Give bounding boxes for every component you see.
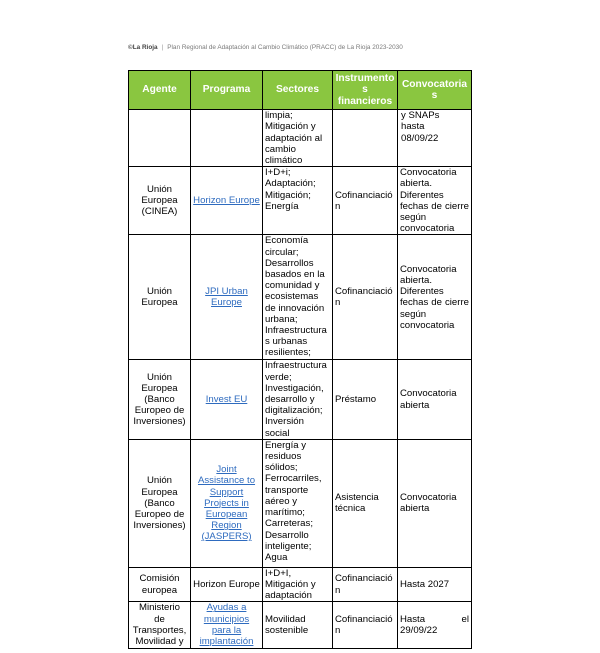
table-row	[129, 235, 472, 360]
agente-cell	[129, 110, 191, 167]
instrumentos-cell	[333, 110, 398, 167]
agente-cell: Unión Europea (CINEA)	[129, 167, 191, 235]
sectores-cell: I+D+I, Mitigación y adaptación	[263, 567, 333, 602]
instrumentos-cell: Cofinanciació n	[333, 602, 398, 649]
convocatorias-cell: Convocatoria abierta. Diferentes fechas de cierre según convocatoria	[398, 235, 472, 360]
header-separator: |	[161, 44, 164, 51]
programa-link[interactable]: JPI Urban Europe	[205, 286, 248, 309]
convocatorias-cell: Convocatoria abierta. Diferentes fechas de cierre según convocatoria	[398, 167, 472, 235]
programa-link[interactable]: Joint Assistance to Support Projects in European Region (JASPERS)	[197, 464, 256, 543]
instrumentos-cell: Cofinanciació n	[333, 567, 398, 602]
table-row	[129, 567, 472, 602]
table-row	[129, 602, 472, 649]
instrumentos-cell: Cofinanciació n	[333, 167, 398, 235]
column-header-programa: Programa	[191, 71, 263, 110]
convocatorias-cell: Hasta 2027	[398, 567, 472, 602]
sectores-cell: Movilidad sostenible	[263, 602, 333, 649]
programa-cell	[191, 602, 263, 649]
agente-cell: Unión Europea (Banco Europeo de Inversiones)	[129, 360, 191, 439]
column-header-convocatorias: Convocatoria s	[398, 71, 472, 110]
column-header-agente: Agente	[129, 71, 191, 110]
programa-cell: Horizon Europe	[191, 567, 263, 602]
programa-cell	[191, 235, 263, 360]
table-row	[129, 360, 472, 439]
programa-cell	[191, 439, 263, 567]
column-header-instrumentos: Instrumento s financieros	[333, 71, 398, 110]
column-header-sectores: Sectores	[263, 71, 333, 110]
sectores-cell: Energía y residuos sólidos; Ferrocarriles, transporte aéreo y marítimo; Carreteras; Desarrollo inteligente; Agua	[263, 439, 333, 567]
programa-link[interactable]: Invest EU	[205, 394, 248, 406]
agente-cell: Unión Europea	[129, 235, 191, 360]
sectores-cell: I+D+i; Adaptación; Mitigación; Energía	[263, 167, 333, 235]
agente-cell: Unión Europea (Banco Europeo de Inversiones)	[129, 439, 191, 567]
agente-cell: Comisión europea	[129, 567, 191, 602]
sectores-cell: limpia; Mitigación y adaptación al cambio climático	[263, 110, 333, 167]
instrumentos-cell: Préstamo	[333, 360, 398, 439]
sectores-cell: Economía circular; Desarrollos basados en la comunidad y ecosistemas de innovación urbana; Infraestructura s urbanas resilientes;	[263, 235, 333, 360]
programa-link[interactable]: Horizon Europe	[193, 195, 260, 207]
convocatorias-cell: Hasta el 29/09/22	[398, 602, 472, 649]
programa-link[interactable]: Ayudas a municipios para la implantación	[199, 602, 254, 648]
instrumentos-cell: Cofinanciació n	[333, 235, 398, 360]
convocatorias-cell: Convocatoria abierta	[398, 360, 472, 439]
document-title: Plan Regional de Adaptación al Cambio Climático (PRACC) de La Rioja 2023-2030	[167, 44, 403, 51]
page-header	[128, 44, 403, 51]
programa-cell	[191, 167, 263, 235]
convocatorias-cell: y SNAPs hasta 08/09/22	[398, 110, 472, 167]
table-row	[129, 439, 472, 567]
instrumentos-cell: Asistencia técnica	[333, 439, 398, 567]
funding-table	[128, 70, 472, 649]
la-rioja-logo: ©La Rioja	[128, 44, 158, 51]
table-header-row	[129, 71, 472, 110]
agente-cell: Ministerio de Transportes, Movilidad y	[129, 602, 191, 649]
convocatorias-cell: Convocatoria abierta	[398, 439, 472, 567]
table-row	[129, 110, 472, 167]
table-row	[129, 167, 472, 235]
programa-cell	[191, 360, 263, 439]
sectores-cell: Infraestructura verde; Investigación, desarrollo y digitalización; Inversión social	[263, 360, 333, 439]
programa-cell	[191, 110, 263, 167]
